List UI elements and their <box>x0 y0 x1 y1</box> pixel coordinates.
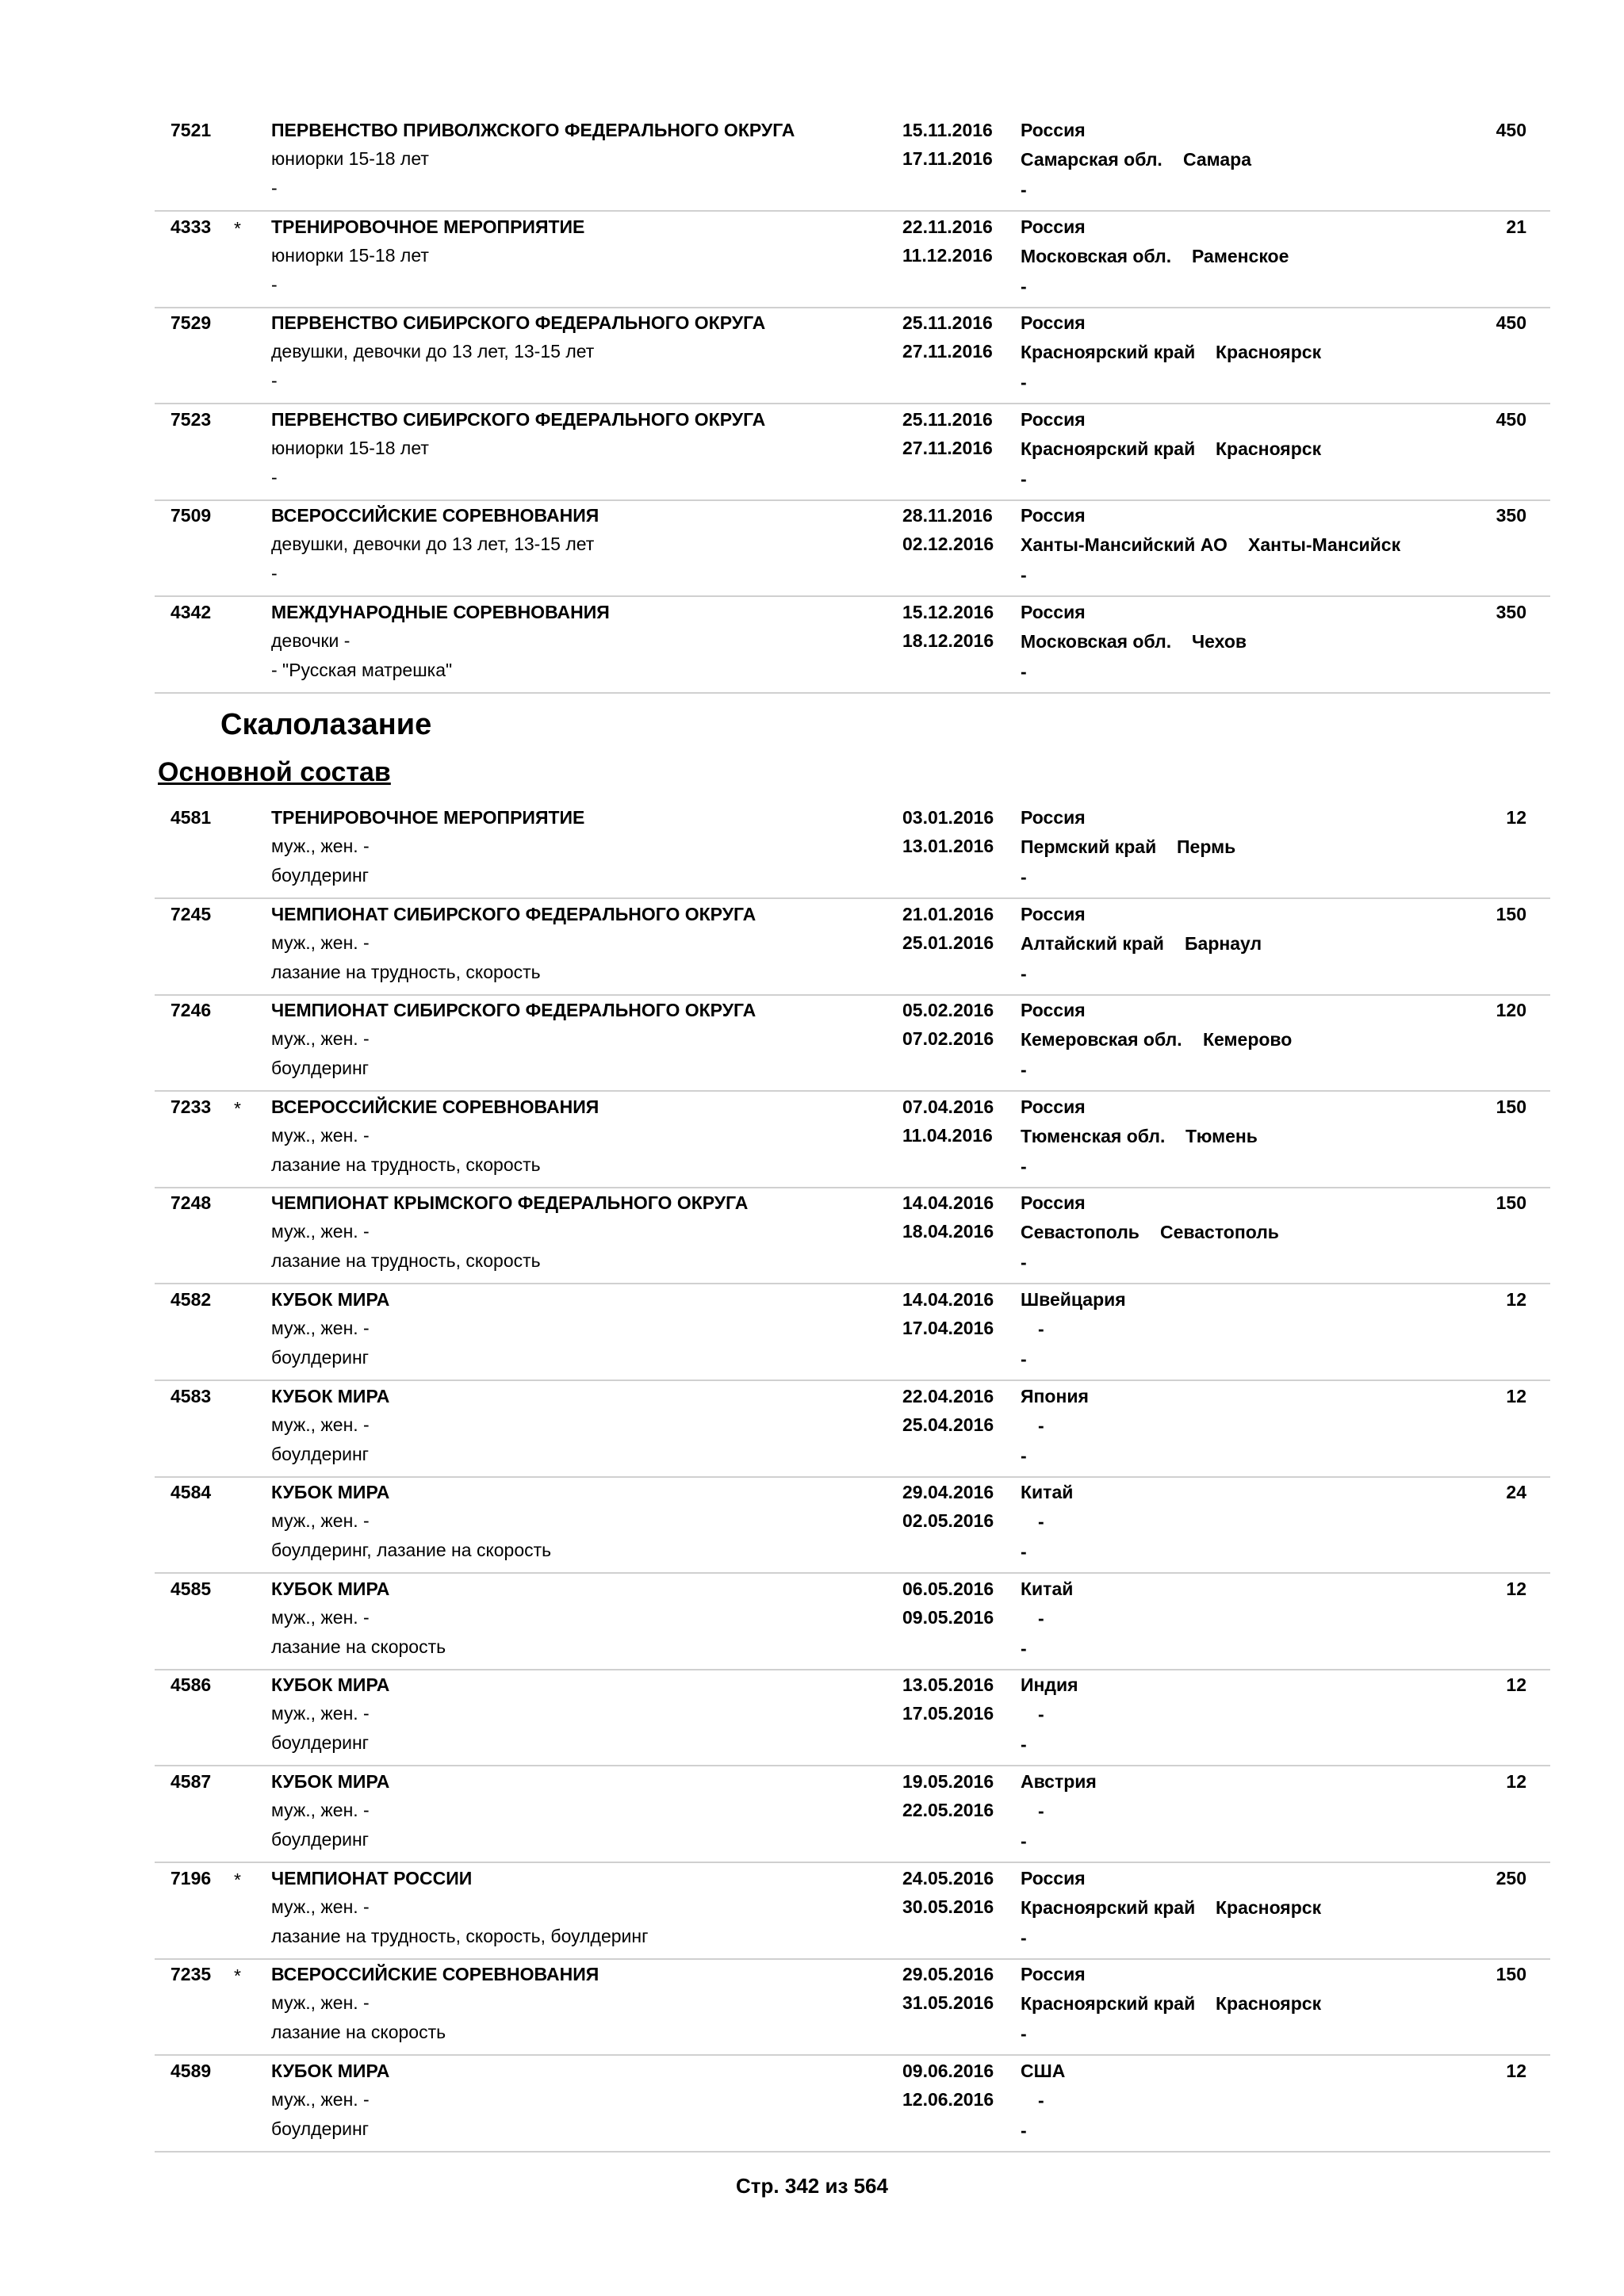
event-city: Севастополь <box>1160 1222 1279 1242</box>
event-country: США <box>1021 2061 1066 2081</box>
event-id: 7509 <box>170 505 212 526</box>
event-city: Самара <box>1183 149 1252 170</box>
event-star-mark: * <box>234 218 241 239</box>
event-name: ЧЕМПИОНАТ КРЫМСКОГО ФЕДЕРАЛЬНОГО ОКРУГА <box>271 1192 749 1213</box>
event-id: 7529 <box>170 312 212 333</box>
event-date-end: 02.05.2016 <box>902 1510 994 1531</box>
event-value: 12 <box>1506 1771 1526 1792</box>
event-region: Севастополь <box>1021 1222 1139 1242</box>
event-date-end: 17.04.2016 <box>902 1318 994 1338</box>
event-extra: - <box>1021 1059 1027 1080</box>
event-row <box>155 898 1550 996</box>
event-discipline: - <box>271 274 278 295</box>
event-row <box>155 114 1550 212</box>
event-value: 12 <box>1506 1386 1526 1406</box>
event-date-start: 05.02.2016 <box>902 1000 994 1020</box>
event-city: Красноярск <box>1216 438 1322 459</box>
event-country: Индия <box>1021 1674 1078 1695</box>
event-id: 7235 <box>170 1964 212 1984</box>
event-row <box>155 2055 1550 2152</box>
event-date-start: 22.04.2016 <box>902 1386 994 1406</box>
event-city: Красноярск <box>1216 342 1322 362</box>
event-id: 7196 <box>170 1868 212 1888</box>
event-category: девочки - <box>271 630 350 651</box>
event-date-end: 18.12.2016 <box>902 630 994 651</box>
event-value: 350 <box>1496 505 1526 526</box>
event-date-end: 25.04.2016 <box>902 1414 994 1435</box>
event-extra: - <box>1021 2120 1027 2141</box>
event-name: ПЕРВЕНСТВО ПРИВОЛЖСКОГО ФЕДЕРАЛЬНОГО ОКРУГА <box>271 120 795 140</box>
event-discipline: - <box>271 370 278 391</box>
event-name: ЧЕМПИОНАТ СИБИРСКОГО ФЕДЕРАЛЬНОГО ОКРУГА <box>271 904 756 924</box>
event-date-start: 21.01.2016 <box>902 904 994 924</box>
event-category: юниорки 15-18 лет <box>271 148 429 169</box>
event-country: Россия <box>1021 807 1086 828</box>
event-date-end: 12.06.2016 <box>902 2089 994 2110</box>
event-category: муж., жен. - <box>271 1318 370 1338</box>
event-id: 7523 <box>170 409 212 430</box>
event-value: 12 <box>1506 2061 1526 2081</box>
event-country: Россия <box>1021 602 1086 622</box>
event-id: 7245 <box>170 904 212 924</box>
event-region: Московская обл. <box>1021 246 1172 266</box>
event-extra: - <box>1021 276 1027 297</box>
event-value: 450 <box>1496 312 1526 333</box>
event-category: муж., жен. - <box>271 1703 370 1724</box>
event-row <box>155 1669 1550 1766</box>
event-extra: - <box>1021 2023 1027 2044</box>
event-name: ПЕРВЕНСТВО СИБИРСКОГО ФЕДЕРАЛЬНОГО ОКРУГА <box>271 409 766 430</box>
event-country: Австрия <box>1021 1771 1097 1792</box>
event-id: 4586 <box>170 1674 212 1695</box>
event-date-start: 06.05.2016 <box>902 1578 994 1599</box>
event-date-start: 25.11.2016 <box>902 409 993 430</box>
event-extra: - <box>1021 179 1027 200</box>
event-value: 150 <box>1496 1964 1526 1984</box>
event-date-end: 09.05.2016 <box>902 1607 994 1628</box>
event-name: КУБОК МИРА <box>271 1578 390 1599</box>
event-name: ВСЕРОССИЙСКИЕ СОРЕВНОВАНИЯ <box>271 1964 599 1984</box>
event-id: 4583 <box>170 1386 212 1406</box>
event-city: Красноярск <box>1216 1897 1322 1918</box>
event-date-start: 07.04.2016 <box>902 1096 994 1117</box>
subsection-heading: Основной состав <box>158 757 391 787</box>
event-date-start: 29.05.2016 <box>902 1964 994 1984</box>
event-city: Чехов <box>1192 631 1247 652</box>
event-country: Россия <box>1021 1964 1086 1984</box>
event-value: 21 <box>1506 216 1526 237</box>
event-city: Раменское <box>1192 246 1289 266</box>
event-discipline: боулдеринг <box>271 1058 370 1078</box>
event-city: Тюмень <box>1185 1126 1258 1146</box>
event-date-start: 14.04.2016 <box>902 1289 994 1310</box>
event-row <box>155 1380 1550 1478</box>
event-value: 350 <box>1496 602 1526 622</box>
event-city: - <box>1038 1608 1044 1628</box>
event-category: муж., жен. - <box>271 1896 370 1917</box>
event-category: юниорки 15-18 лет <box>271 438 429 458</box>
event-discipline: боулдеринг, лазание на скорость <box>271 1540 552 1560</box>
event-name: КУБОК МИРА <box>271 1771 390 1792</box>
event-date-start: 24.05.2016 <box>902 1868 994 1888</box>
event-region: Пермский край <box>1021 836 1157 857</box>
event-country: Китай <box>1021 1482 1074 1502</box>
event-country: Россия <box>1021 216 1086 237</box>
event-country: Россия <box>1021 505 1086 526</box>
event-name: ВСЕРОССИЙСКИЕ СОРЕВНОВАНИЯ <box>271 505 599 526</box>
event-row <box>155 404 1550 501</box>
event-name: ЧЕМПИОНАТ СИБИРСКОГО ФЕДЕРАЛЬНОГО ОКРУГА <box>271 1000 756 1020</box>
event-name: КУБОК МИРА <box>271 2061 390 2081</box>
event-category: девушки, девочки до 13 лет, 13-15 лет <box>271 534 595 554</box>
event-extra: - <box>1021 1734 1027 1755</box>
event-date-start: 19.05.2016 <box>902 1771 994 1792</box>
event-discipline: - <box>271 178 278 198</box>
event-row <box>155 994 1550 1092</box>
event-city: - <box>1038 1318 1044 1339</box>
event-country: Россия <box>1021 312 1086 333</box>
event-star-mark: * <box>234 1869 241 1890</box>
event-extra: - <box>1021 1541 1027 1562</box>
event-date-end: 13.01.2016 <box>902 836 994 856</box>
event-id: 7521 <box>170 120 212 140</box>
event-id: 4342 <box>170 602 212 622</box>
event-date-end: 27.11.2016 <box>902 341 993 362</box>
event-row <box>155 1091 1550 1188</box>
event-discipline: лазание на трудность, скорость <box>271 1154 541 1175</box>
event-date-end: 25.01.2016 <box>902 932 994 953</box>
event-discipline: лазание на трудность, скорость <box>271 1250 541 1271</box>
event-discipline: боулдеринг <box>271 1444 370 1464</box>
event-category: юниорки 15-18 лет <box>271 245 429 266</box>
event-name: ТРЕНИРОВОЧНОЕ МЕРОПРИЯТИЕ <box>271 216 585 237</box>
sport-heading: Скалолазание <box>220 708 432 741</box>
event-name: КУБОК МИРА <box>271 1289 390 1310</box>
event-extra: - <box>1021 372 1027 392</box>
event-name: ВСЕРОССИЙСКИЕ СОРЕВНОВАНИЯ <box>271 1096 599 1117</box>
event-category: муж., жен. - <box>271 1028 370 1049</box>
event-row <box>155 499 1550 597</box>
event-city: - <box>1038 1415 1044 1436</box>
event-value: 120 <box>1496 1000 1526 1020</box>
event-region: Красноярский край <box>1021 342 1196 362</box>
event-star-mark: * <box>234 1965 241 1986</box>
event-country: Россия <box>1021 1192 1086 1213</box>
event-date-start: 14.04.2016 <box>902 1192 994 1213</box>
event-category: муж., жен. - <box>271 1125 370 1146</box>
event-name: КУБОК МИРА <box>271 1674 390 1695</box>
event-discipline: лазание на скорость <box>271 2022 446 2042</box>
event-row <box>155 1573 1550 1670</box>
event-discipline: лазание на трудность, скорость, боулдеринг <box>271 1926 649 1946</box>
event-value: 450 <box>1496 120 1526 140</box>
event-date-start: 15.12.2016 <box>902 602 994 622</box>
event-city: - <box>1038 1511 1044 1532</box>
event-region: Кемеровская обл. <box>1021 1029 1182 1050</box>
event-city: Красноярск <box>1216 1993 1322 2014</box>
event-value: 450 <box>1496 409 1526 430</box>
event-region: Красноярский край <box>1021 1897 1196 1918</box>
event-extra: - <box>1021 963 1027 984</box>
event-discipline: боулдеринг <box>271 1829 370 1850</box>
event-date-end: 07.02.2016 <box>902 1028 994 1049</box>
event-row <box>155 1476 1550 1574</box>
event-row <box>155 1862 1550 1960</box>
event-id: 4585 <box>170 1578 212 1599</box>
event-id: 4589 <box>170 2061 212 2081</box>
event-country: Швейцария <box>1021 1289 1126 1310</box>
event-category: муж., жен. - <box>271 1510 370 1531</box>
event-category: муж., жен. - <box>271 1800 370 1820</box>
event-category: муж., жен. - <box>271 1414 370 1435</box>
event-country: Россия <box>1021 120 1086 140</box>
event-category: муж., жен. - <box>271 932 370 953</box>
event-region: Ханты-Мансийский АО <box>1021 534 1228 555</box>
event-discipline: - <box>271 563 278 584</box>
event-city: - <box>1038 1800 1044 1821</box>
event-date-start: 29.04.2016 <box>902 1482 994 1502</box>
event-extra: - <box>1021 1252 1027 1272</box>
event-city: - <box>1038 2090 1044 2110</box>
event-extra: - <box>1021 867 1027 887</box>
event-category: муж., жен. - <box>271 1992 370 2013</box>
event-date-start: 03.01.2016 <box>902 807 994 828</box>
event-star-mark: * <box>234 1098 241 1119</box>
event-id: 4582 <box>170 1289 212 1310</box>
event-country: Россия <box>1021 1868 1086 1888</box>
event-date-end: 27.11.2016 <box>902 438 993 458</box>
event-region: Красноярский край <box>1021 438 1196 459</box>
event-category: муж., жен. - <box>271 836 370 856</box>
event-row <box>155 1766 1550 1863</box>
event-name: ПЕРВЕНСТВО СИБИРСКОГО ФЕДЕРАЛЬНОГО ОКРУГА <box>271 312 766 333</box>
event-category: муж., жен. - <box>271 2089 370 2110</box>
event-id: 7248 <box>170 1192 212 1213</box>
event-date-start: 22.11.2016 <box>902 216 993 237</box>
event-extra: - <box>1021 1831 1027 1851</box>
event-date-end: 02.12.2016 <box>902 534 994 554</box>
event-country: Япония <box>1021 1386 1089 1406</box>
event-city: Ханты-Мансийск <box>1248 534 1401 555</box>
event-extra: - <box>1021 1927 1027 1948</box>
event-city: Кемерово <box>1203 1029 1293 1050</box>
event-category: девушки, девочки до 13 лет, 13-15 лет <box>271 341 595 362</box>
event-city: Барнаул <box>1185 933 1262 954</box>
event-extra: - <box>1021 1349 1027 1369</box>
event-extra: - <box>1021 469 1027 489</box>
event-extra: - <box>1021 1638 1027 1659</box>
event-date-end: 18.04.2016 <box>902 1221 994 1242</box>
event-extra: - <box>1021 1445 1027 1466</box>
event-extra: - <box>1021 661 1027 682</box>
event-country: Китай <box>1021 1578 1074 1599</box>
event-discipline: боулдеринг <box>271 865 370 886</box>
event-extra: - <box>1021 564 1027 585</box>
event-id: 4333 <box>170 216 212 237</box>
event-value: 150 <box>1496 904 1526 924</box>
event-value: 150 <box>1496 1192 1526 1213</box>
event-name: КУБОК МИРА <box>271 1482 390 1502</box>
event-region: Московская обл. <box>1021 631 1172 652</box>
event-country: Россия <box>1021 1000 1086 1020</box>
event-date-end: 17.05.2016 <box>902 1703 994 1724</box>
event-date-end: 31.05.2016 <box>902 1992 994 2013</box>
event-name: МЕЖДУНАРОДНЫЕ СОРЕВНОВАНИЯ <box>271 602 610 622</box>
event-discipline: боулдеринг <box>271 1732 370 1753</box>
event-row <box>155 802 1550 899</box>
event-value: 150 <box>1496 1096 1526 1117</box>
event-city: - <box>1038 1704 1044 1724</box>
event-discipline: лазание на скорость <box>271 1636 446 1657</box>
event-region: Тюменская обл. <box>1021 1126 1166 1146</box>
event-discipline: - <box>271 467 278 488</box>
event-region: Алтайский край <box>1021 933 1164 954</box>
event-value: 250 <box>1496 1868 1526 1888</box>
event-id: 4581 <box>170 807 212 828</box>
event-id: 7233 <box>170 1096 212 1117</box>
event-row <box>155 211 1550 308</box>
event-discipline: лазание на трудность, скорость <box>271 962 541 982</box>
page-number: Стр. 342 из 564 <box>736 2174 888 2198</box>
event-extra: - <box>1021 1156 1027 1177</box>
event-row <box>155 307 1550 404</box>
event-date-end: 22.05.2016 <box>902 1800 994 1820</box>
event-value: 12 <box>1506 1289 1526 1310</box>
event-row <box>155 1284 1550 1381</box>
event-date-end: 17.11.2016 <box>902 148 993 169</box>
event-date-end: 30.05.2016 <box>902 1896 994 1917</box>
event-region: Самарская обл. <box>1021 149 1162 170</box>
event-date-start: 28.11.2016 <box>902 505 993 526</box>
event-row <box>155 1958 1550 2056</box>
event-date-end: 11.04.2016 <box>902 1125 993 1146</box>
event-country: Россия <box>1021 1096 1086 1117</box>
event-category: муж., жен. - <box>271 1607 370 1628</box>
event-date-end: 11.12.2016 <box>902 245 993 266</box>
event-discipline: боулдеринг <box>271 2118 370 2139</box>
event-row <box>155 1187 1550 1284</box>
event-id: 4587 <box>170 1771 212 1792</box>
event-discipline: - "Русская матрешка" <box>271 660 453 680</box>
event-value: 12 <box>1506 1578 1526 1599</box>
event-value: 12 <box>1506 1674 1526 1695</box>
event-value: 24 <box>1506 1482 1526 1502</box>
event-date-start: 13.05.2016 <box>902 1674 994 1695</box>
event-name: ТРЕНИРОВОЧНОЕ МЕРОПРИЯТИЕ <box>271 807 585 828</box>
event-value: 12 <box>1506 807 1526 828</box>
event-name: ЧЕМПИОНАТ РОССИИ <box>271 1868 473 1888</box>
event-country: Россия <box>1021 409 1086 430</box>
event-country: Россия <box>1021 904 1086 924</box>
event-date-start: 25.11.2016 <box>902 312 993 333</box>
event-category: муж., жен. - <box>271 1221 370 1242</box>
event-date-start: 09.06.2016 <box>902 2061 994 2081</box>
event-name: КУБОК МИРА <box>271 1386 390 1406</box>
event-id: 7246 <box>170 1000 212 1020</box>
event-region: Красноярский край <box>1021 1993 1196 2014</box>
event-id: 4584 <box>170 1482 212 1502</box>
event-city: Пермь <box>1177 836 1236 857</box>
event-discipline: боулдеринг <box>271 1347 370 1368</box>
event-row <box>155 596 1550 694</box>
event-date-start: 15.11.2016 <box>902 120 993 140</box>
